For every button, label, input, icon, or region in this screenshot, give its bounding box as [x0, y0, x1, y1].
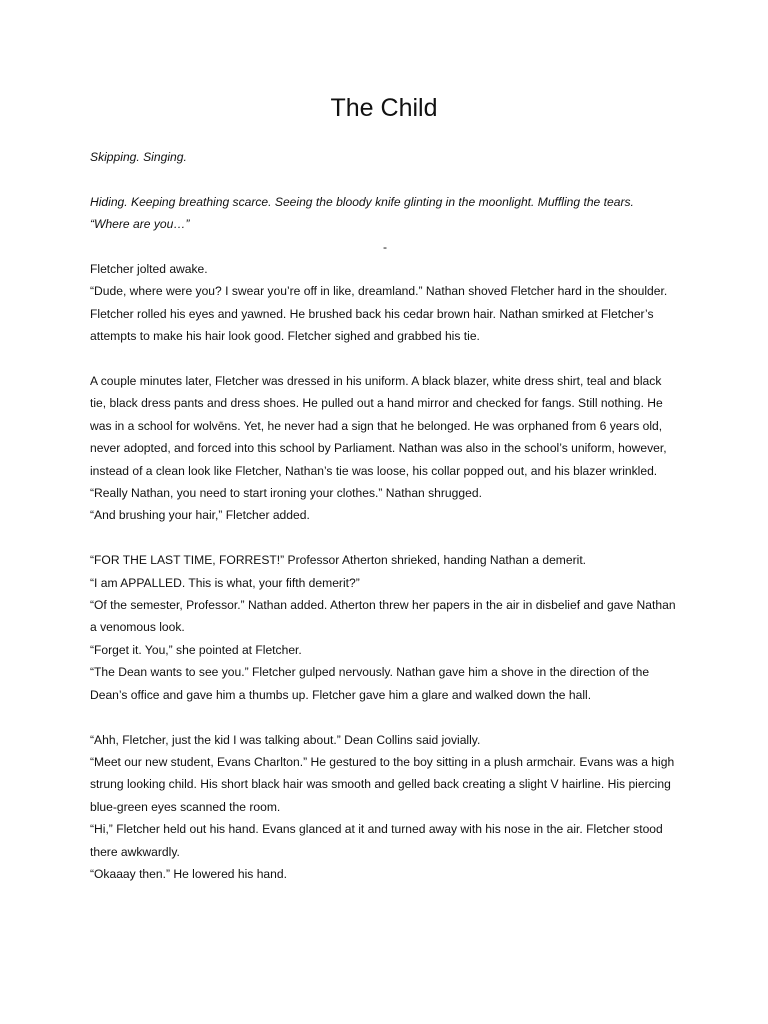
paragraph: A couple minutes later, Fletcher was dressed in his uniform. A black blazer, white dress shirt, teal and black tie, black dress pants and dress shoes. He pulled out a hand mirror and checked for fangs. Still nothing. He was in a school for wolvēns. Yet, he never had a sign that he belonged. He was orphaned from 6 years old, never adopted, and forced into this school by Parliament. Nathan was also in the school’s uniform, however, instead of a clean look like Fletcher, Nathan’s tie was loose, his collar popped out, and his blazer wrinkled. [90, 374, 667, 478]
paragraph: “Of the semester, Professor.” Nathan added. Atherton threw her papers in the air in disbelief and gave Nathan a venomous look. [90, 598, 676, 635]
scene-break: - [382, 239, 388, 254]
paragraph: “Hi,” Fletcher held out his hand. Evans glanced at it and turned away with his nose in the air. Fletcher stood there awkwardly. [90, 822, 663, 859]
paragraph: “And brushing your hair,” Fletcher added. [90, 508, 310, 523]
paragraph: “FOR THE LAST TIME, FORREST!” Professor Atherton shrieked, handing Nathan a demerit. [90, 553, 587, 568]
paragraph: Fletcher jolted awake. [90, 262, 208, 277]
blank-line [90, 527, 680, 549]
paragraph: “Really Nathan, you need to start ironing your clothes.” Nathan shrugged. [90, 486, 482, 501]
paragraph: “I am APPALLED. This is what, your fifth demerit?” [90, 575, 360, 590]
paragraph: “Okaaay then.” He lowered his hand. [90, 866, 287, 881]
paragraph: “Forget it. You,” she pointed at Fletcher. [90, 642, 302, 657]
document-title: The Child [330, 94, 438, 122]
document-body [90, 146, 680, 885]
paragraph: Skipping. Singing. [90, 150, 187, 164]
blank-line [90, 168, 680, 190]
blank-line [90, 706, 680, 728]
paragraph: “Meet our new student, Evans Charlton.” He gestured to the boy sitting in a plush armchair. Evans was a high strung looking child. His short black hair was smooth and gelled back creating a slight V hairline. His piercing blue-green eyes scanned the room. [90, 754, 675, 814]
paragraph: “The Dean wants to see you.” Fletcher gulped nervously. Nathan gave him a shove in the direction of the Dean’s office and gave him a thumbs up. Fletcher gave him a glare and walked down the hall. [90, 665, 650, 702]
blank-line [90, 348, 680, 370]
paragraph: “Ahh, Fletcher, just the kid I was talking about.” Dean Collins said jovially. [90, 732, 481, 747]
paragraph: “Where are you…” [90, 217, 190, 232]
paragraph: Hiding. Keeping breathing scarce. Seeing the bloody knife glinting in the moonlight. Muffling the tears. [90, 194, 634, 209]
paragraph: “Dude, where were you? I swear you’re off in like, dreamland.” Nathan shoved Fletcher hard in the shoulder. Fletcher rolled his eyes and yawned. He brushed back his cedar brown hair. Nathan smirked at Fletcher’s attempts to make his hair look good. Fletcher sighed and grabbed his tie. [90, 284, 668, 344]
